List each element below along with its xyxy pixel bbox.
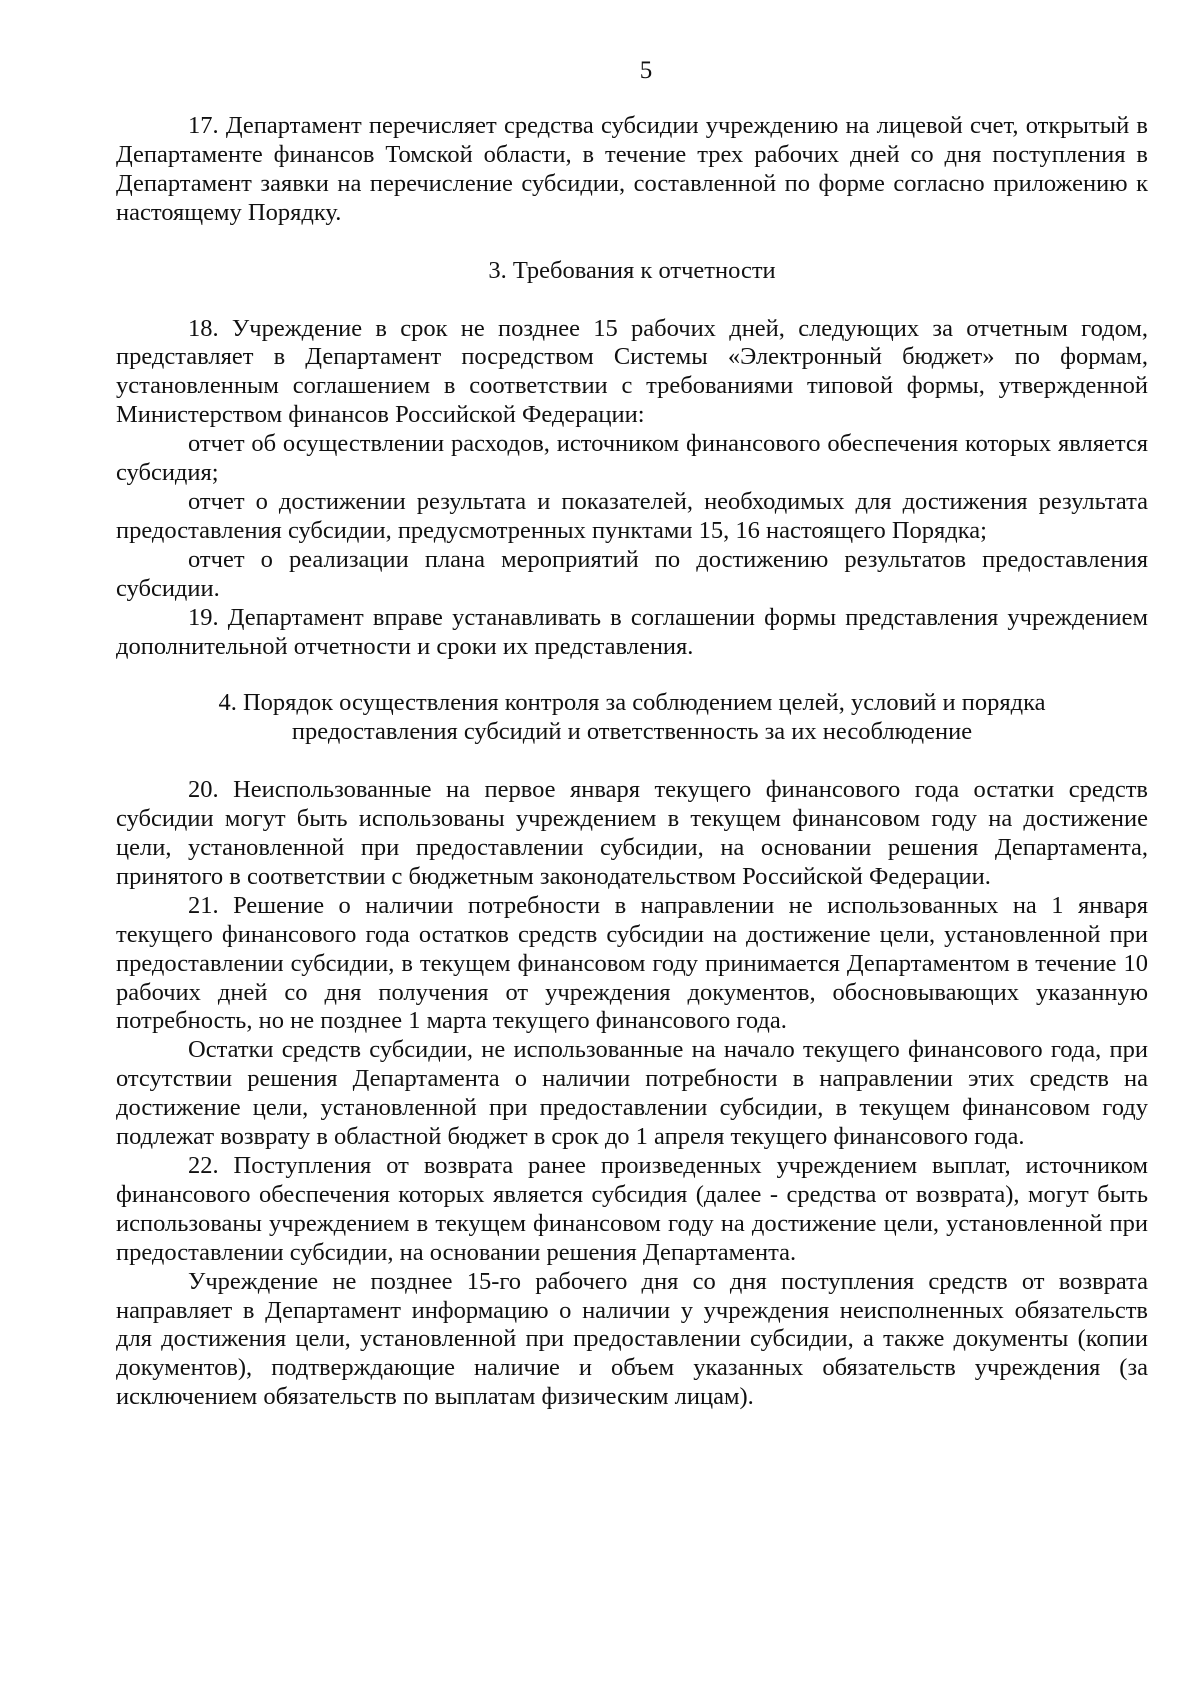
paragraph-18: 18. Учреждение в срок не позднее 15 рабочих дней, следующих за отчетным годом, представляет в Департамент посредством Системы «Электронный бюджет» по формам, установленным соглашением в соответствии с требованиями типовой формы, утвержденной Министерством финансов Российской Федерации:	[116, 314, 1148, 429]
section-4-heading-line-1: 4. Порядок осуществления контроля за соблюдением целей, условий и порядка	[218, 689, 1046, 717]
section-4-heading	[116, 689, 1148, 747]
paragraph-19: 19. Департамент вправе устанавливать в соглашении формы представления учреждением дополнительной отчетности и сроки их представления.	[116, 603, 1148, 660]
section-4-heading-line-2: предоставления субсидий и ответственность за их несоблюдение	[291, 718, 973, 746]
paragraph-17: 17. Департамент перечисляет средства субсидии учреждению на лицевой счет, открытый в Департаменте финансов Томской области, в течение трех рабочих дней со дня поступления в Департамент заявки на перечисление субсидии, составленной по форме согласно приложению к настоящему Порядку.	[116, 112, 1148, 226]
paragraph-22: 22. Поступления от возврата ранее произведенных учреждением выплат, источником финансового обеспечения которых является субсидия (далее - средства от возврата), могут быть использованы учреждением в текущем финансовом году на достижение цели, установленной при предоставлении субсидии, на основании решения Департамента.	[116, 1152, 1148, 1266]
paragraph-20: 20. Неиспользованные на первое января текущего финансового года остатки средств субсидии могут быть использованы учреждением в текущем финансовом году на достижение цели, установленной при предоставлении субсидии, на основании решения Департамента, принятого в соответствии с бюджетным законодательством Российской Федерации.	[116, 776, 1148, 890]
document-page	[116, 56, 1148, 1412]
paragraph-21: 21. Решение о наличии потребности в направлении не использованных на 1 января текущего финансового года остатков средств субсидии на достижение цели, установленной при предоставлении субсидии, в текущем финансовом году принимается Департаментом в течение 10 рабочих дней со дня получения от учреждения документов, обосновывающих указанную потребность, но не позднее 1 марта текущего финансового года.	[116, 891, 1148, 1035]
section-3-heading: 3. Требования к отчетности	[488, 256, 776, 284]
paragraph-18-report-expenses: отчет об осуществлении расходов, источником финансового обеспечения которых является субсидия;	[116, 430, 1148, 487]
paragraph-18-report-results: отчет о достижении результата и показателей, необходимых для достижения результата предоставления субсидии, предусмотренных пунктами 15, 16 настоящего Порядка;	[116, 487, 1148, 544]
paragraph-18-report-plan: отчет о реализации плана мероприятий по достижению результатов предоставления субсидии.	[116, 545, 1148, 602]
paragraph-22-obligations: Учреждение не позднее 15-го рабочего дня со дня поступления средств от возврата направляет в Департамент информацию о наличии у учреждения неисполненных обязательств для достижения цели, установленной при предоставлении субсидии, а также документы (копии документов), подтверждающие наличие и объем указанных обязательств учреждения (за исключением обязательств по выплатам физическим лицам).	[116, 1267, 1148, 1411]
paragraph-21-remainders: Остатки средств субсидии, не использованные на начало текущего финансового года, при отсутствии решения Департамента о наличии потребности в направлении этих средств на достижение цели, установленной при предоставлении субсидии, в текущем финансовом году подлежат возврату в областной бюджет в срок до 1 апреля текущего финансового года.	[116, 1036, 1148, 1151]
page-number: 5	[639, 57, 653, 84]
